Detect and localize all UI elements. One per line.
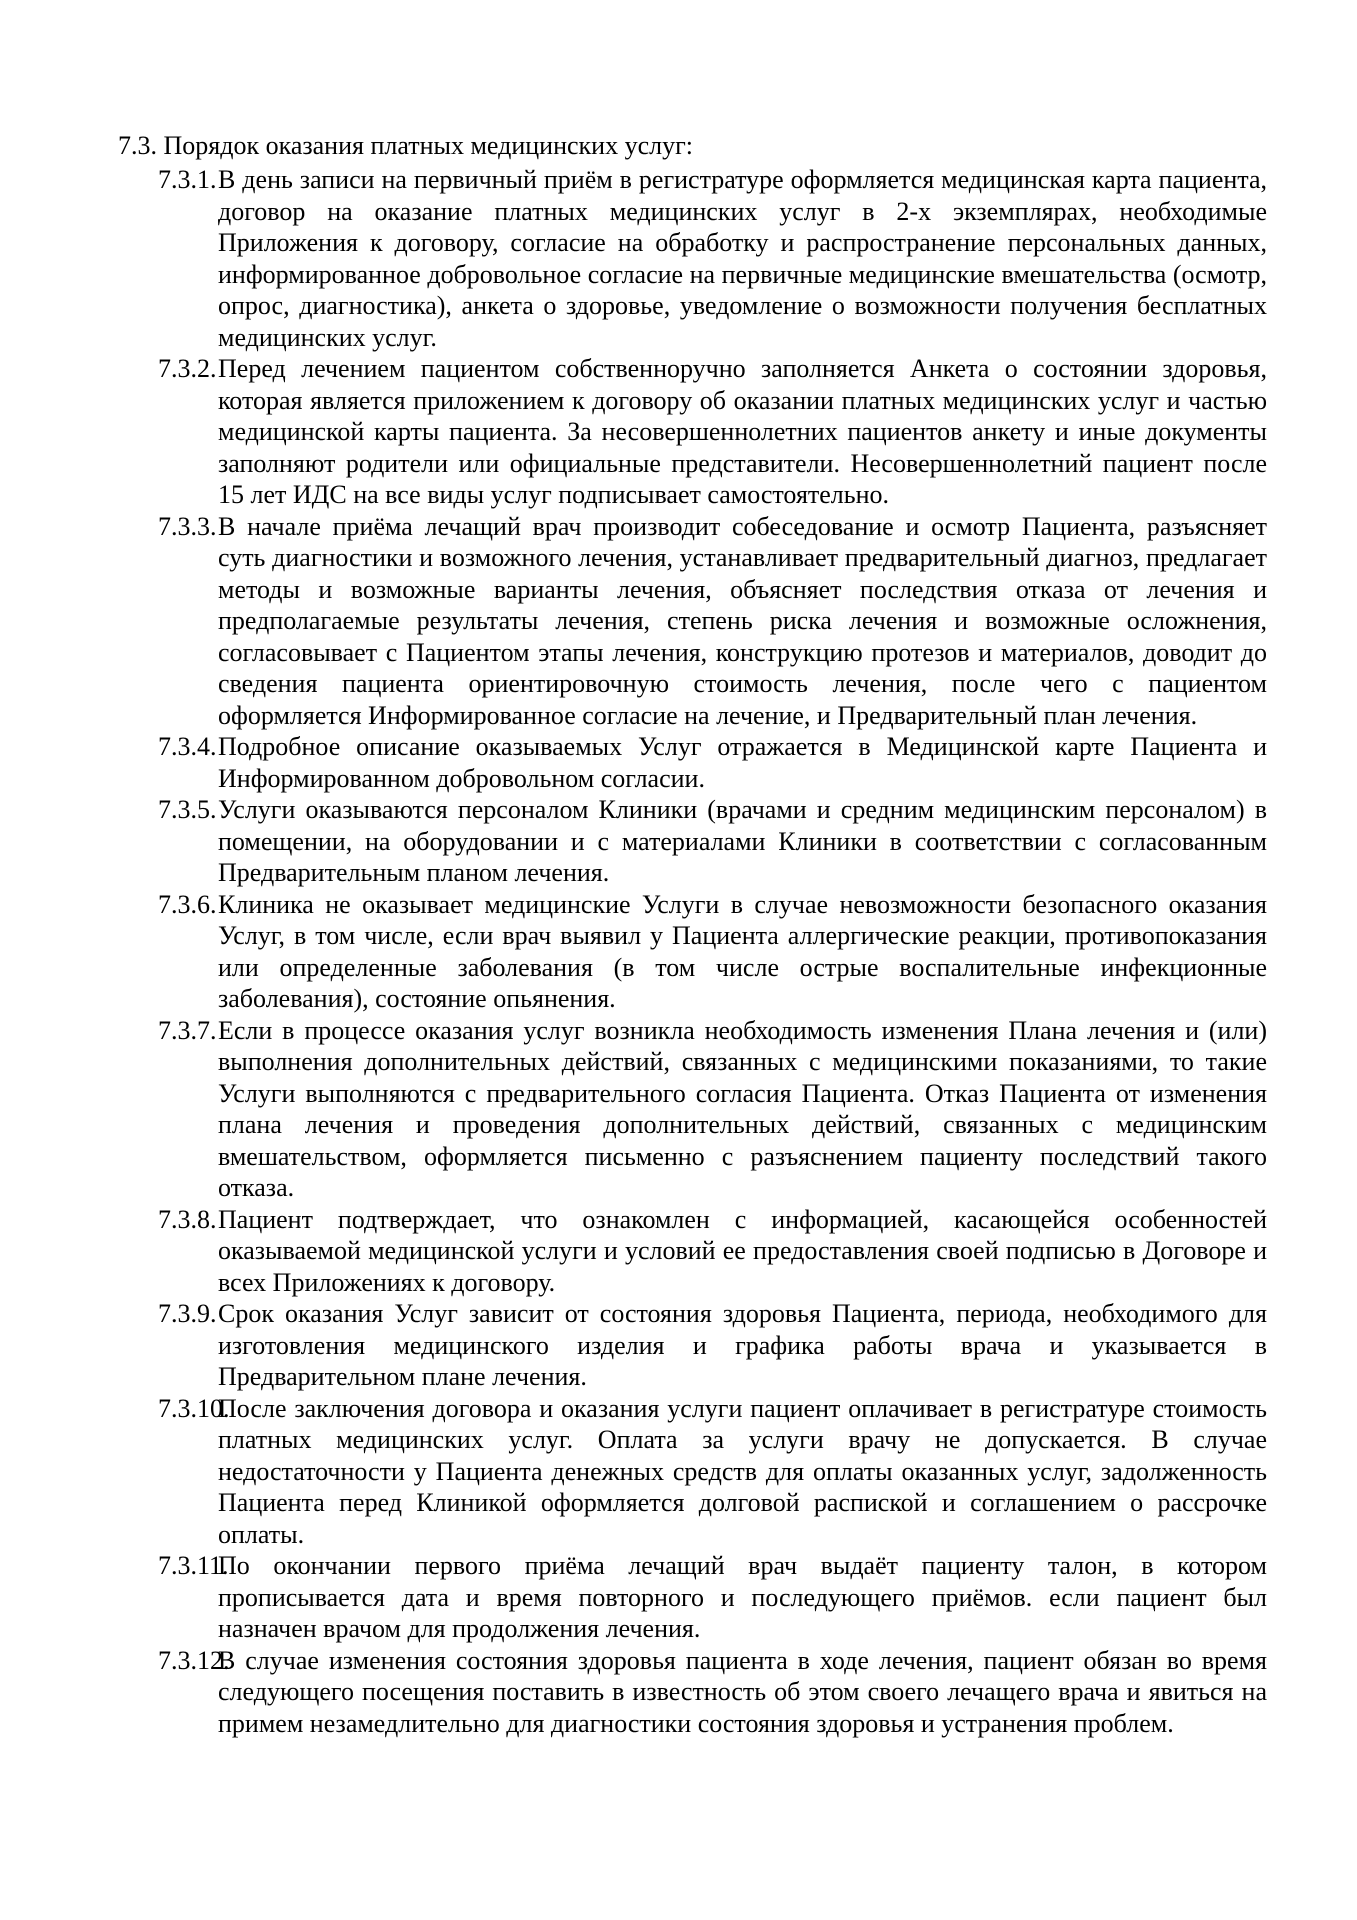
item-text: В случае изменения состояния здоровья пациента в ходе лечения, пациент обязан во время следующего посещения поставить в известность об этом своего лечащего врача и явиться на примем незамедлительно для диагностики состояния здоровья и устранения проблем. (218, 1645, 1267, 1738)
list-item (158, 353, 1267, 511)
list-item (158, 1393, 1267, 1551)
item-text: После заключения договора и оказания услуги пациент оплачивает в регистратуре стоимость платных медицинских услуг. Оплата за услуги врачу не допускается. В случае недостаточности у Пациента денежных средств для оплаты оказанных услуг, задолженность Пациента перед Клиникой оформляется долговой распиской и соглашением о рассрочке оплаты. (218, 1393, 1267, 1549)
item-text: Пациент подтверждает, что ознакомлен с информацией, касающейся особенностей оказываемой медицинской услуги и условий ее предоставления своей подписью в Договоре и всех Приложениях к договору. (218, 1204, 1267, 1297)
section-heading: 7.3. Порядок оказания платных медицинских услуг: (118, 131, 693, 160)
item-text: Клиника не оказывает медицинские Услуги в случае невозможности безопасного оказания Услуг, в том числе, если врач выявил у Пациента аллергические реакции, противопоказания или определенные заболевания (в том числе острые воспалительные инфекционные заболевания), состояние опьянения. (218, 889, 1267, 1013)
item-number: 7.3.3. (158, 511, 217, 541)
list-item (158, 1645, 1267, 1740)
list-item (158, 164, 1267, 353)
item-list (158, 164, 1267, 1739)
item-number: 7.3.9. (158, 1299, 217, 1328)
item-number: 7.3.1. (158, 165, 217, 194)
list-item (158, 1015, 1267, 1204)
item-number: 7.3.6. (158, 889, 217, 919)
list-item (158, 889, 1267, 1015)
list-item (158, 511, 1267, 732)
list-item (158, 731, 1267, 794)
item-text: В день записи на первичный приём в регистратуре оформляется медицинская карта пациента, договор на оказание платных медицинских услуг в 2-х экземплярах, необходимые Приложения к договору, согласие на обработку и распространение персональных данных, информированное добровольное согласие на первичные медицинские вмешательства (осмотр, опрос, диагностика), анкета о здоровье, уведомление о возможности получения бесплатных медицинских услуг. (218, 165, 1267, 352)
item-number: 7.3.12. (158, 1645, 230, 1675)
item-text: По окончании первого приёма лечащий врач выдаёт пациенту талон, в котором прописывается дата и время повторного и последующего приёмов. если пациент был назначен врачом для продолжения лечения. (218, 1551, 1267, 1643)
item-text: Перед лечением пациентом собственноручно заполняется Анкета о состоянии здоровья, которая является приложением к договору об оказании платных медицинских услуг и частью медицинской карты пациента. За несовершеннолетних пациентов анкету и иные документы заполняют родители или официальные представители. Несовершеннолетний пациент после 15 лет ИДС на все виды услуг подписывает самостоятельно. (218, 354, 1267, 509)
list-item (158, 1550, 1267, 1645)
item-number: 7.3.11. (158, 1551, 229, 1580)
item-number: 7.3.5. (158, 795, 217, 824)
item-text: Подробное описание оказываемых Услуг отражается в Медицинской карте Пациента и Информированном добровольном согласии. (218, 732, 1267, 793)
item-text: Срок оказания Услуг зависит от состояния здоровья Пациента, периода, необходимого для изготовления медицинского изделия и графика работы врача и указывается в Предварительном плане лечения. (218, 1299, 1267, 1391)
item-number: 7.3.4. (158, 732, 217, 761)
list-item (158, 794, 1267, 889)
item-number: 7.3.8. (158, 1204, 217, 1234)
item-number: 7.3.7. (158, 1015, 217, 1045)
item-text: Услуги оказываются персоналом Клиники (врачами и средним медицинским персоналом) в помещении, на оборудовании и с материалами Клиники в соответствии с согласованным Предварительным планом лечения. (218, 795, 1267, 887)
item-text: В начале приёма лечащий врач производит собеседование и осмотр Пациента, разъясняет суть диагностики и возможного лечения, устанавливает предварительный диагноз, предлагает методы и возможные варианты лечения, объясняет последствия отказа от лечения и предполагаемые результаты лечения, степень риска лечения и возможные осложнения, согласовывает с Пациентом этапы лечения, конструкцию протезов и материалов, доводит до сведения пациента ориентировочную стоимость лечения, после чего с пациентом оформляется Информированное согласие на лечение, и Предварительный план лечения. (218, 511, 1267, 730)
item-text: Если в процессе оказания услуг возникла необходимость изменения Плана лечения и (или) выполнения дополнительных действий, связанных с медицинскими показаниями, то такие Услуги выполняются с предварительного согласия Пациента. Отказ Пациента от изменения плана лечения и проведения дополнительных действий, связанных с медицинским вмешательством, оформляется письменно с разъяснением пациенту последствий такого отказа. (218, 1015, 1267, 1202)
item-number: 7.3.10. (158, 1393, 230, 1423)
list-item (158, 1298, 1267, 1393)
item-number: 7.3.2. (158, 354, 217, 383)
list-item (158, 1204, 1267, 1299)
